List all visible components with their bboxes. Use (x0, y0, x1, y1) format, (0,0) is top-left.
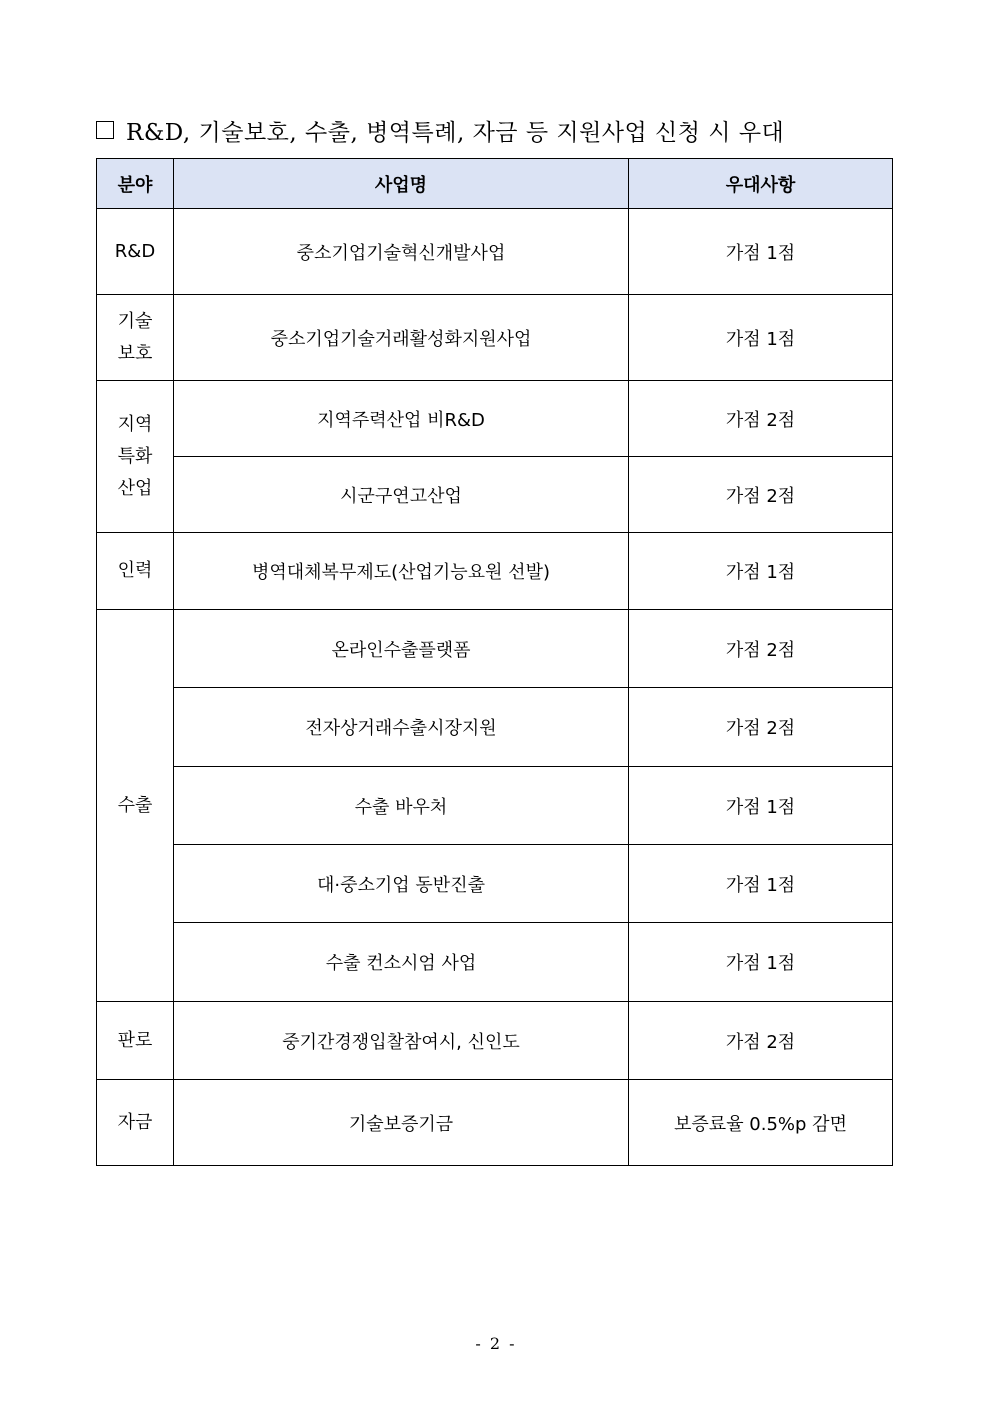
table-row (97, 381, 893, 457)
category-cell: 자금 (97, 1080, 174, 1166)
header-category: 분야 (97, 159, 174, 209)
section-title (96, 112, 896, 148)
header-program: 사업명 (174, 159, 629, 209)
program-cell: 대·중소기업 동반진출 (174, 845, 629, 923)
program-cell: 수출 컨소시엄 사업 (174, 923, 629, 1002)
category-cell: 기술 보호 (97, 295, 174, 381)
header-benefit: 우대사항 (629, 159, 893, 209)
benefit-cell: 가점 1점 (629, 845, 893, 923)
benefit-cell: 가점 2점 (629, 457, 893, 533)
table-row (97, 295, 893, 381)
benefit-cell: 가점 1점 (629, 295, 893, 381)
table-row (97, 1080, 893, 1166)
table-row (97, 457, 893, 533)
table-row (97, 767, 893, 845)
program-cell: 수출 바우처 (174, 767, 629, 845)
benefit-cell: 가점 1점 (629, 767, 893, 845)
benefit-cell: 가점 2점 (629, 381, 893, 457)
program-cell: 병역대체복무제도(산업기능요원 선발) (174, 533, 629, 610)
benefit-cell: 가점 2점 (629, 1002, 893, 1080)
program-cell: 기술보증기금 (174, 1080, 629, 1166)
checkbox-square-icon (96, 121, 114, 139)
benefit-cell: 보증료율 0.5%p 감면 (629, 1080, 893, 1166)
program-cell: 중기간경쟁입찰참여시, 신인도 (174, 1002, 629, 1080)
program-cell: 온라인수출플랫폼 (174, 610, 629, 688)
table-row (97, 923, 893, 1002)
table-row (97, 533, 893, 610)
category-cell: 수출 (97, 610, 174, 1002)
table-row (97, 209, 893, 295)
support-programs-table (96, 158, 893, 1166)
table-row (97, 845, 893, 923)
table-row (97, 610, 893, 688)
program-cell: 전자상거래수출시장지원 (174, 688, 629, 767)
benefit-cell: 가점 1점 (629, 209, 893, 295)
table-row (97, 688, 893, 767)
category-cell: 판로 (97, 1002, 174, 1080)
benefit-cell: 가점 2점 (629, 610, 893, 688)
category-cell: 지역 특화 산업 (97, 381, 174, 533)
program-cell: 중소기업기술혁신개발사업 (174, 209, 629, 295)
category-cell: 인력 (97, 533, 174, 610)
benefit-cell: 가점 1점 (629, 533, 893, 610)
benefit-cell: 가점 2점 (629, 688, 893, 767)
category-cell: R&D (97, 209, 174, 295)
page-number: - 2 - (475, 1334, 517, 1353)
table-row (97, 1002, 893, 1080)
benefit-cell: 가점 1점 (629, 923, 893, 1002)
program-cell: 중소기업기술거래활성화지원사업 (174, 295, 629, 381)
table-header-row (97, 159, 893, 209)
section-title-text: R&D, 기술보호, 수출, 병역특례, 자금 등 지원사업 신청 시 우대 (126, 119, 785, 146)
program-cell: 시군구연고산업 (174, 457, 629, 533)
program-cell: 지역주력산업 비R&D (174, 381, 629, 457)
